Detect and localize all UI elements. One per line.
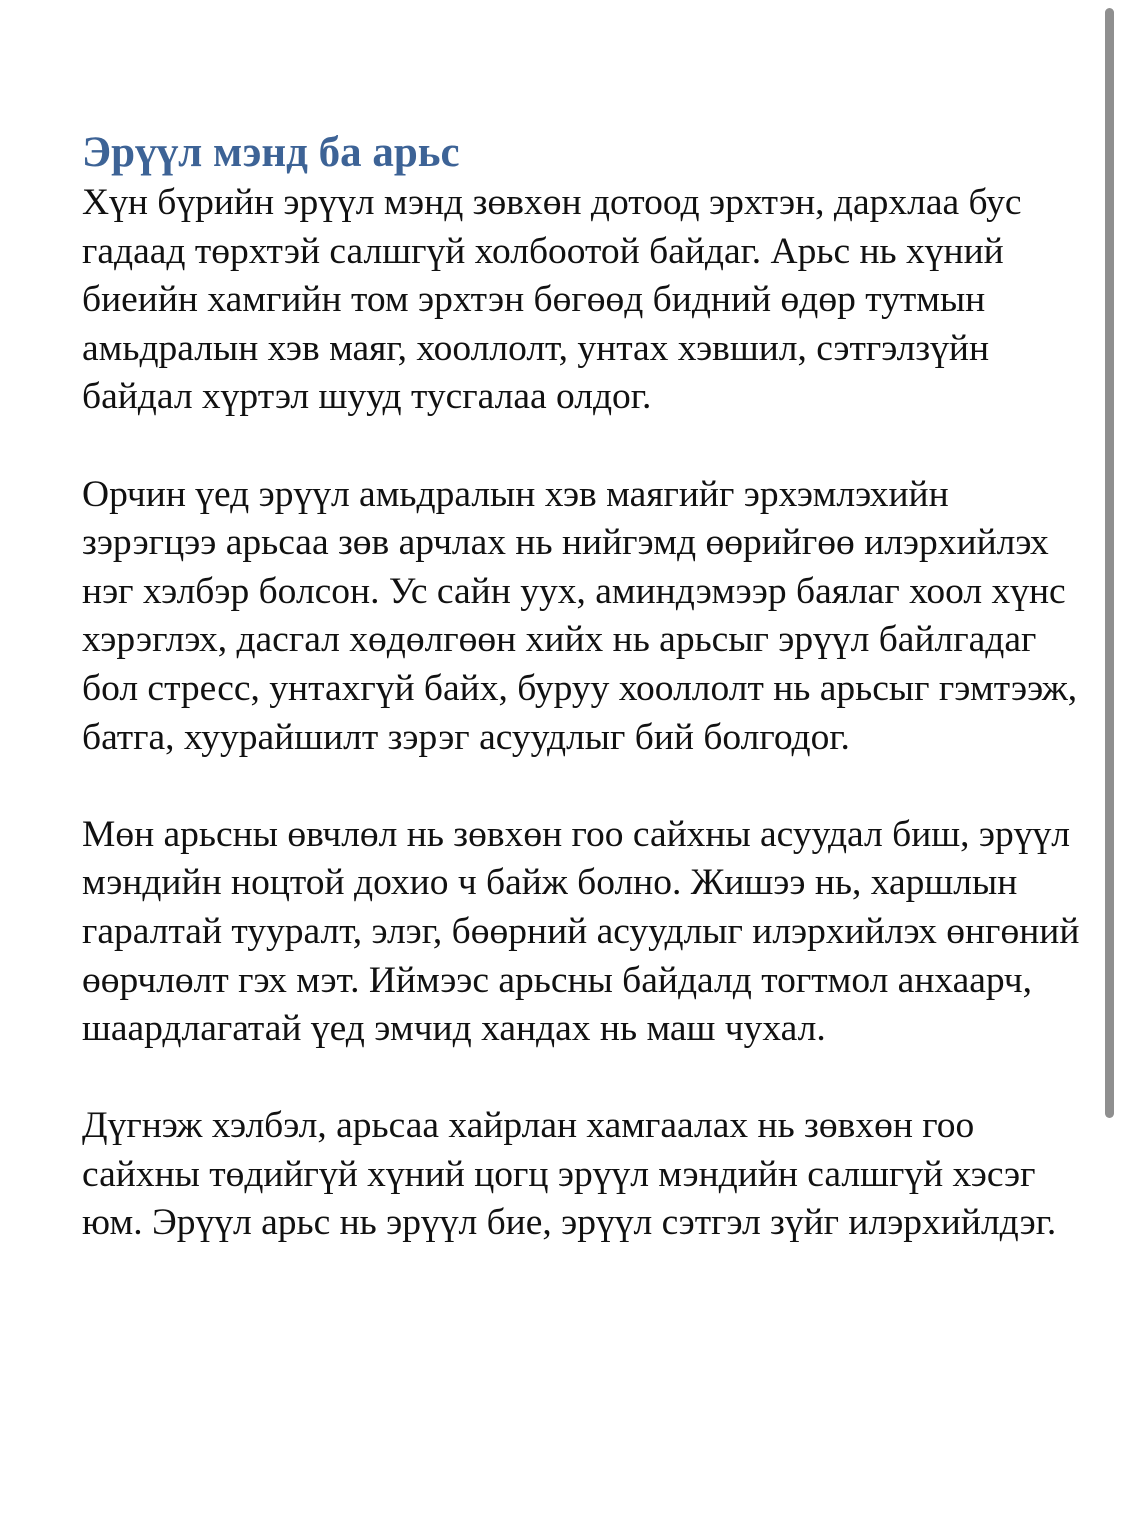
paragraph-3: Мөн арьсны өвчлөл нь зөвхөн гоо сайхны асуудал биш, эрүүл мэндийн ноцтой дохио ч байж болно. Жишээ нь, харшлын гаралтай тууралт, элэг, бөөрний асуудлыг илэрхийлэх өнгөний өөрчлөлт гэх мэт. Иймээс арьсны байдалд тогтмол анхаарч, шаардлагатай үед эмчид хандах нь маш чухал. <box>82 813 1080 1050</box>
vertical-scrollbar[interactable] <box>1105 8 1114 1118</box>
paragraph-2: Орчин үед эрүүл амьдралын хэв маягийг эрхэмлэхийн зэрэгцээ арьсаа зөв арчлах нь нийгэмд өөрийгөө илэрхийлэх нэг хэлбэр болсон. Ус сайн уух, аминдэмээр баялаг хоол хүнс хэрэглэх, дасгал хөдөлгөөн хийх нь арьсыг эрүүл байлгадаг бол стресс, унтахгүй байх, буруу хооллолт нь арьсыг гэмтээж, батга, хуурайшилт зэрэг асуудлыг бий болгодог. <box>82 473 1078 758</box>
article <box>82 125 1082 1248</box>
paragraph-4: Дүгнэж хэлбэл, арьсаа хайрлан хамгаалах нь зөвхөн гоо сайхны төдийгүй хүний цогц эрүүл мэндийн салшгүй хэсэг юм. Эрүүл арьс нь эрүүл бие, эрүүл сэтгэл зүйг илэрхийлдэг. <box>82 1105 1057 1244</box>
article-title: Эрүүл мэнд ба арьс <box>82 129 460 176</box>
paragraph-1: Хүн бүрийн эрүүл мэнд зөвхөн дотоод эрхтэн, дархлаа бус гадаад төрхтэй салшгүй холбоотой байдаг. Арьс нь хүний биеийн хамгийн том эрхтэн бөгөөд бидний өдөр тутмын амьдралын хэв маяг, хооллолт, унтах хэвшил, сэтгэлзүйн байдал хүртэл шууд тусгалаа олдог. <box>82 182 1022 418</box>
